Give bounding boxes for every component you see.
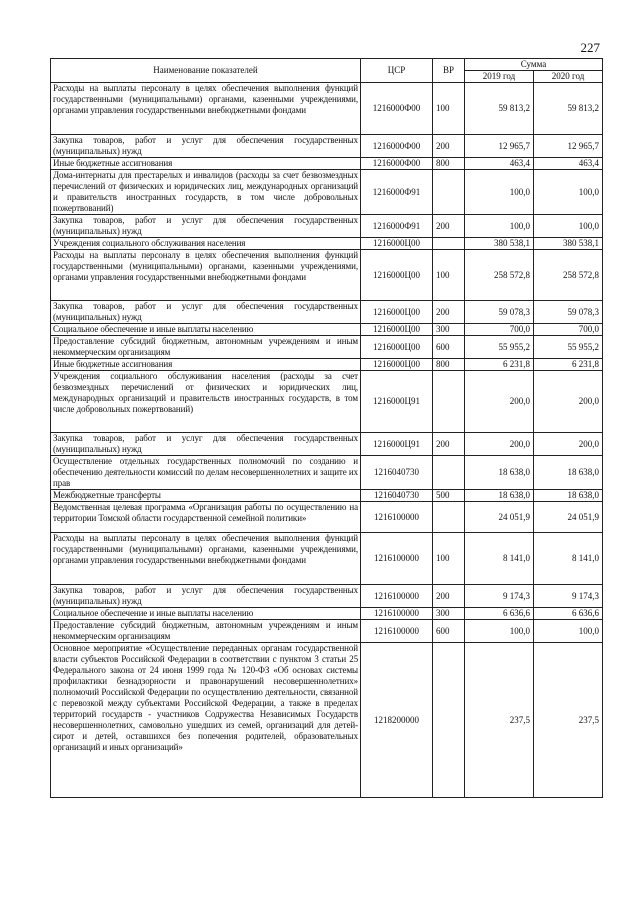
row-csr-cell: 1216000Ф91: [361, 170, 433, 215]
table-row: [51, 238, 603, 250]
row-csr-cell: 1216000Ц91: [361, 433, 433, 456]
row-2020-cell: 100,0: [534, 215, 603, 238]
row-name-cell: Основное мероприятие «Осуществление переданных органам государственной власти субъектов Российской Федерации в соответствии с пунктом 3 статьи 25 Федерального закона от 24 июня 1999 года № 120-ФЗ «Об основах системы профилактики безнадзорности и правонарушений несовершеннолетних» полномочий Российской Федерации по осуществлению деятельности, связанной с перевозкой между субъектами Российской Федерации, а также в пределах территорий государств - участников Содружества Независимых Государств несовершеннолетних, самовольно ушедших из семей, организаций для детей-сирот и детей, оставшихся без попечения родителей, образовательных организаций и иных организаций»: [51, 643, 361, 798]
row-2019-cell: 59 813,2: [465, 83, 534, 135]
row-vr-cell: 100: [433, 250, 465, 301]
row-vr-cell: 200: [433, 301, 465, 324]
row-vr-cell: 800: [433, 158, 465, 170]
table-row: [51, 158, 603, 170]
row-name-cell: Дома-интернаты для престарелых и инвалидов (расходы за счет безвозмездных перечислений от физических и юридических лиц, международных организаций и правительств иностранных государств, в том числе добровольных пожертвований): [51, 170, 361, 215]
header-name: Наименование показателей: [51, 59, 361, 83]
row-2020-cell: 100,0: [534, 170, 603, 215]
row-2020-cell: 100,0: [534, 620, 603, 643]
row-2019-cell: 258 572,8: [465, 250, 534, 301]
table-header: [51, 59, 603, 83]
row-vr-cell: 100: [433, 83, 465, 135]
row-name-cell: Расходы на выплаты персоналу в целях обеспечения выполнения функций государственными (муниципальными) органами, казенными учреждениями, органами управления государственными внебюджетными фондами: [51, 83, 361, 135]
row-csr-cell: 1216000Ц00: [361, 250, 433, 301]
row-vr-cell: [433, 643, 465, 798]
row-name-cell: Учреждения социального обслуживания населения (расходы за счет безвозмездных перечислений от физических и юридических лиц, международных организаций и правительств иностранных государств, в том числе добровольных пожертвований): [51, 371, 361, 433]
row-name-cell: Социальное обеспечение и иные выплаты населению: [51, 608, 361, 620]
row-2020-cell: 258 572,8: [534, 250, 603, 301]
table-row: [51, 250, 603, 301]
row-name-cell: Расходы на выплаты персоналу в целях обеспечения выполнения функций государственными (муниципальными) органами, казенными учреждениями, органами управления государственными внебюджетными фондами: [51, 533, 361, 585]
row-2019-cell: 100,0: [465, 215, 534, 238]
row-csr-cell: 1216000Ц00: [361, 359, 433, 371]
page-number: 227: [580, 40, 600, 55]
row-2019-cell: 18 638,0: [465, 490, 534, 502]
row-vr-cell: 200: [433, 135, 465, 158]
row-vr-cell: 200: [433, 433, 465, 456]
row-2020-cell: 9 174,3: [534, 585, 603, 608]
table-body: [51, 83, 603, 798]
row-name-cell: Социальное обеспечение и иные выплаты населению: [51, 324, 361, 336]
row-2019-cell: 12 965,7: [465, 135, 534, 158]
table-row: [51, 533, 603, 585]
table-row: [51, 215, 603, 238]
row-2020-cell: 380 538,1: [534, 238, 603, 250]
row-vr-cell: 600: [433, 336, 465, 359]
table-row: [51, 490, 603, 502]
row-vr-cell: 500: [433, 490, 465, 502]
table-row: [51, 585, 603, 608]
row-2020-cell: 8 141,0: [534, 533, 603, 585]
row-csr-cell: 1216000Ф00: [361, 135, 433, 158]
row-2019-cell: 100,0: [465, 620, 534, 643]
row-name-cell: Предоставление субсидий бюджетным, автономным учреждениям и иным некоммерческим организациям: [51, 620, 361, 643]
row-2020-cell: 12 965,7: [534, 135, 603, 158]
table-row: [51, 608, 603, 620]
row-name-cell: Закупка товаров, работ и услуг для обеспечения государственных (муниципальных) нужд: [51, 433, 361, 456]
row-name-cell: Межбюджетные трансферты: [51, 490, 361, 502]
row-2019-cell: 55 955,2: [465, 336, 534, 359]
row-2019-cell: 9 174,3: [465, 585, 534, 608]
row-csr-cell: 1216000Ц00: [361, 324, 433, 336]
row-csr-cell: 1216000Ц00: [361, 301, 433, 324]
row-csr-cell: 1216040730: [361, 456, 433, 490]
table-row: [51, 83, 603, 135]
header-sum: Сумма: [465, 59, 603, 71]
row-vr-cell: [433, 238, 465, 250]
table-row: [51, 170, 603, 215]
row-csr-cell: 1216000Ц00: [361, 238, 433, 250]
row-name-cell: Иные бюджетные ассигнования: [51, 158, 361, 170]
row-vr-cell: [433, 456, 465, 490]
row-2020-cell: 6 231,8: [534, 359, 603, 371]
row-csr-cell: 1216100000: [361, 585, 433, 608]
row-2019-cell: 18 638,0: [465, 456, 534, 490]
row-2019-cell: 59 078,3: [465, 301, 534, 324]
row-csr-cell: 1216100000: [361, 533, 433, 585]
row-name-cell: Ведомственная целевая программа «Организация работы по осуществлению на территории Томской области государственной семейной политики»: [51, 502, 361, 533]
row-2019-cell: 200,0: [465, 433, 534, 456]
row-vr-cell: 800: [433, 359, 465, 371]
row-2020-cell: 18 638,0: [534, 456, 603, 490]
row-vr-cell: [433, 502, 465, 533]
row-csr-cell: 1218200000: [361, 643, 433, 798]
row-name-cell: Предоставление субсидий бюджетным, автономным учреждениям и иным некоммерческим организациям: [51, 336, 361, 359]
table-row: [51, 336, 603, 359]
header-csr: ЦСР: [361, 59, 433, 83]
row-2019-cell: 8 141,0: [465, 533, 534, 585]
row-vr-cell: [433, 170, 465, 215]
table-row: [51, 301, 603, 324]
row-name-cell: Закупка товаров, работ и услуг для обеспечения государственных (муниципальных) нужд: [51, 301, 361, 324]
table-row: [51, 433, 603, 456]
row-vr-cell: 300: [433, 324, 465, 336]
row-name-cell: Закупка товаров, работ и услуг для обеспечения государственных (муниципальных) нужд: [51, 215, 361, 238]
row-csr-cell: 1216100000: [361, 620, 433, 643]
row-vr-cell: 100: [433, 533, 465, 585]
budget-table: [50, 58, 603, 798]
table-row: [51, 502, 603, 533]
header-vr: ВР: [433, 59, 465, 83]
row-2019-cell: 6 231,8: [465, 359, 534, 371]
table-row: [51, 643, 603, 798]
row-2020-cell: 59 813,2: [534, 83, 603, 135]
row-name-cell: Закупка товаров, работ и услуг для обеспечения государственных (муниципальных) нужд: [51, 135, 361, 158]
row-2020-cell: 463,4: [534, 158, 603, 170]
row-2019-cell: 237,5: [465, 643, 534, 798]
row-2019-cell: 24 051,9: [465, 502, 534, 533]
row-2019-cell: 700,0: [465, 324, 534, 336]
row-2020-cell: 18 638,0: [534, 490, 603, 502]
row-csr-cell: 1216000Ф91: [361, 215, 433, 238]
row-2019-cell: 100,0: [465, 170, 534, 215]
row-2020-cell: 700,0: [534, 324, 603, 336]
row-name-cell: Осуществление отдельных государственных полномочий по созданию и обеспечению деятельности комиссий по делам несовершеннолетних и защите их прав: [51, 456, 361, 490]
row-2020-cell: 24 051,9: [534, 502, 603, 533]
table-row: [51, 371, 603, 433]
row-2019-cell: 200,0: [465, 371, 534, 433]
row-csr-cell: 1216100000: [361, 502, 433, 533]
row-2020-cell: 200,0: [534, 433, 603, 456]
header-year-2020: 2020 год: [534, 71, 603, 83]
row-2020-cell: 237,5: [534, 643, 603, 798]
row-2020-cell: 6 636,6: [534, 608, 603, 620]
header-year-2019: 2019 год: [465, 71, 534, 83]
row-2019-cell: 6 636,6: [465, 608, 534, 620]
row-vr-cell: 200: [433, 215, 465, 238]
table-row: [51, 324, 603, 336]
table-row: [51, 620, 603, 643]
row-2020-cell: 200,0: [534, 371, 603, 433]
row-vr-cell: [433, 371, 465, 433]
table-row: [51, 359, 603, 371]
row-csr-cell: 1216100000: [361, 608, 433, 620]
row-vr-cell: 200: [433, 585, 465, 608]
row-csr-cell: 1216000Ф00: [361, 83, 433, 135]
row-name-cell: Расходы на выплаты персоналу в целях обеспечения выполнения функций государственными (муниципальными) органами, казенными учреждениями, органами управления государственными внебюджетными фондами: [51, 250, 361, 301]
row-csr-cell: 1216040730: [361, 490, 433, 502]
table-row: [51, 456, 603, 490]
row-csr-cell: 1216000Ф00: [361, 158, 433, 170]
row-vr-cell: 600: [433, 620, 465, 643]
row-csr-cell: 1216000Ц91: [361, 371, 433, 433]
row-2019-cell: 380 538,1: [465, 238, 534, 250]
row-name-cell: Учреждения социального обслуживания населения: [51, 238, 361, 250]
row-vr-cell: 300: [433, 608, 465, 620]
row-csr-cell: 1216000Ц00: [361, 336, 433, 359]
row-2020-cell: 59 078,3: [534, 301, 603, 324]
row-name-cell: Иные бюджетные ассигнования: [51, 359, 361, 371]
table-row: [51, 135, 603, 158]
row-2019-cell: 463,4: [465, 158, 534, 170]
row-2020-cell: 55 955,2: [534, 336, 603, 359]
row-name-cell: Закупка товаров, работ и услуг для обеспечения государственных (муниципальных) нужд: [51, 585, 361, 608]
